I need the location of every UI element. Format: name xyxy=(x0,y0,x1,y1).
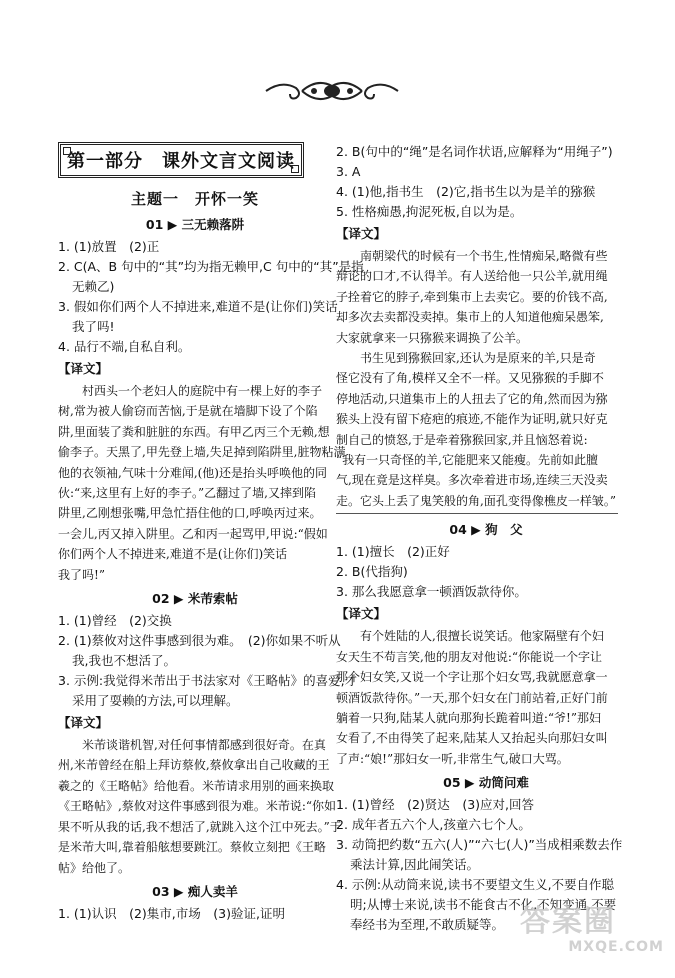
translation-line: 我了吗!” xyxy=(58,567,105,582)
answer-line: 3. 示例:我觉得米芾出于书法家对《王略帖》的喜爱,才 xyxy=(58,673,358,689)
translation-line: 顿酒饭款待你。”一天,那个妇女在门前站着,正好门前 xyxy=(336,690,608,705)
translation-line: 停地活动,只道集市上的人扭去了它的角,然而因为猕 xyxy=(336,391,608,406)
translation-tag: 【译文】 xyxy=(58,715,109,731)
translation-line: 羲之的《王略帖》给他看。米芾请求用别的画来换取 xyxy=(58,778,335,793)
translation-line: 书生见到猕猴回家,还认为是原来的羊,只是奇 xyxy=(360,351,596,366)
divider xyxy=(336,513,618,514)
translation-line: 是米芾大叫,靠着船舷想要跳江。蔡攸立刻把《王略 xyxy=(58,840,326,855)
translation-line: 子拴着它的脖子,牵到集市上去卖它。要的价钱不高, xyxy=(336,289,608,304)
answer-line: 1. (1)认识 (2)集市,市场 (3)验证,证明 xyxy=(58,905,285,921)
answer-line: 我,我也不想活了。 xyxy=(72,653,176,669)
watermark-url: MXQE.COM xyxy=(568,939,664,955)
translation-line: 村西头一个老妇人的庭院中有一棵上好的李子 xyxy=(82,384,323,398)
section-heading-05: 05 ▶ 动筒问难 xyxy=(443,775,529,791)
answer-line: 3. A xyxy=(336,164,361,179)
translation-line: 一会儿,丙又掉入阱里。乙和丙一起骂甲,甲说:“假如 xyxy=(58,526,328,541)
watermark xyxy=(520,905,670,965)
answer-line: 4. (1)他,指书生 (2)它,指书生以为是羊的猕猴 xyxy=(336,184,596,199)
translation-line: 帖》给他了。 xyxy=(58,860,131,875)
translation-line: 州,米芾曾经在船上拜访蔡攸,蔡攸拿出自己收藏的王 xyxy=(58,758,330,773)
part-title: 第一部分 课外文言文阅读 xyxy=(58,142,304,178)
answer-line: 2. B(句中的“绳”是名词作状语,应解释为“用绳子”) xyxy=(336,144,613,159)
translation-line: 南朝梁代的时候有一个书生,性情痴呆,略微有些 xyxy=(360,249,608,263)
answer-line: 我了吗! xyxy=(72,319,115,334)
translation-line: 树,常为被人偷窃而苦恼,于是就在墙脚下设了个陷 xyxy=(58,404,318,419)
section-heading-02: 02 ▶ 米芾索帖 xyxy=(152,591,238,607)
answer-line: 3. 动筒把约数“五六(人)”“六七(人)”当成相乘数去作 xyxy=(336,837,623,853)
answer-line: 4. 品行不端,自私自利。 xyxy=(58,339,191,354)
answer-line: 5. 性格痴愚,拘泥死板,自以为是。 xyxy=(336,204,523,219)
translation-line: 却多次去卖都没卖掉。集市上的人知道他痴呆愚笨, xyxy=(336,310,604,325)
answer-line: 2. C(A、B 句中的“其”均为指无赖甲,C 句中的“其”是指 xyxy=(58,259,364,274)
translation-line: 猴头上没有留下疮疤的痕迹,不能作为证明,就只好克 xyxy=(336,412,608,427)
translation-line: 躺着一只狗,陆某人就向那狗长跪着叫道:“爷!”那妇 xyxy=(336,710,601,725)
translation-line: 果不听从我的话,我不想活了,就跳入这个江中死去。”于 xyxy=(58,819,342,834)
translation-line: 女看了,不由得笑了起来,陆某人又抬起头向那妇女叫 xyxy=(336,731,608,746)
answer-line: 采用了耍赖的方法,可以理解。 xyxy=(72,693,239,709)
answer-line: 3. 假如你们两个人不掉进来,难道不是(让你们)笑话 xyxy=(58,299,338,314)
translation-line: 走。它头上丢了鬼笑般的角,面孔变得像樵皮一样皱。” xyxy=(336,493,616,508)
answer-line: 无赖乙) xyxy=(72,279,115,294)
answer-line: 2. B(代指狗) xyxy=(336,564,408,580)
answer-line: 明;从博士来说,读书不能食古不化,不知变通,不要 xyxy=(350,897,617,913)
answer-line: 奉经书为至理,不敢质疑等。 xyxy=(350,917,504,933)
translation-line: 阱里,乙刚想张嘴,甲急忙捂住他的口,呼唤丙过来。 xyxy=(58,506,322,521)
translation-line: 伙:“来,这里有上好的李子。”乙翻过了墙,又摔到陷 xyxy=(58,486,316,501)
section-heading-03: 03 ▶ 痴人卖羊 xyxy=(152,883,238,899)
translation-line: 辩论的口才,不认得羊。有人送给他一只公羊,就用绳 xyxy=(336,269,608,284)
translation-tag: 【译文】 xyxy=(58,361,109,376)
watermark-text: 答案圈 xyxy=(520,904,616,939)
answer-line: 3. 那么我愿意拿一顿酒饭款待你。 xyxy=(336,584,527,600)
answer-line: 2. 成年者五六个人,孩童六七个人。 xyxy=(336,817,531,833)
answer-line: 1. (1)放置 (2)正 xyxy=(58,239,160,254)
translation-line: 你们两个人不掉进来,难道不是(让你们)笑话 xyxy=(58,547,288,562)
section-heading-01: 01 ▶ 三无赖落阱 xyxy=(145,217,245,232)
translation-line: 怪它没有了角,模样又全不一样。又见猕猴的手脚不 xyxy=(336,371,604,386)
translation-line: 有个姓陆的人,很擅长说笑话。他家隔壁有个妇 xyxy=(360,629,604,644)
answer-line: 2. (1)蔡攸对这件事感到很为难。 (2)你如果不听从 xyxy=(58,633,341,649)
right-column xyxy=(336,142,636,935)
translation-line: 他的衣领袖,气味十分难闻,(他)还是抬头呼唤他的同 xyxy=(58,465,327,480)
answer-line: 乘法计算,因此闹笑话。 xyxy=(350,857,479,873)
translation-line: 《王略帖》,蔡攸对这件事感到很为难。米芾说:“你如 xyxy=(58,799,336,814)
translation-line: 气,现在竟是这样臭。多次牵着进市场,连续三天没卖 xyxy=(336,473,608,488)
translation-line: 女天生不苟言笑,他的朋友对他说:“你能说一个字让 xyxy=(336,649,602,664)
translation-line: “我有一只奇怪的羊,它能肥来又能瘦。先前如此膻 xyxy=(336,453,598,468)
decorative-ornament xyxy=(262,76,402,106)
answer-line: 1. (1)曾经 (2)贤达 (3)应对,回答 xyxy=(336,797,534,813)
answer-line: 1. (1)擅长 (2)正好 xyxy=(336,544,450,560)
theme-title: 主题一 开怀一笑 xyxy=(130,190,259,208)
translation-line: 米芾谈谐机智,对任何事情都感到很好奇。在真 xyxy=(82,738,326,753)
translation-line: 制自己的愤怒,于是牵着猕猴回家,并且恼怒着说: xyxy=(336,432,588,447)
translation-tag: 【译文】 xyxy=(336,606,387,622)
answer-line: 4. 示例:从动筒来说,读书不要望文生义,不要自作聪 xyxy=(336,877,615,893)
answer-line: 1. (1)曾经 (2)交换 xyxy=(58,613,172,629)
translation-line: 那个妇女笑,又说一个字让那个妇女骂,我就愿意拿一 xyxy=(336,670,608,685)
section-heading-04: 04 ▶ 狗 父 xyxy=(449,522,523,538)
translation-line: 大家就拿来一只猕猴来调换了公羊。 xyxy=(336,330,529,345)
translation-tag: 【译文】 xyxy=(336,226,387,241)
translation-line: 了声:“娘!”那妇女一听,非常生气,破口大骂。 xyxy=(336,751,569,766)
translation-line: 阱,里面装了粪和脏脏的东西。有甲乙丙三个无赖,想 xyxy=(58,424,330,439)
translation-line: 偷李子。天黑了,甲先登上墙,失足掉到陷阱里,脏物粘满 xyxy=(58,445,346,460)
